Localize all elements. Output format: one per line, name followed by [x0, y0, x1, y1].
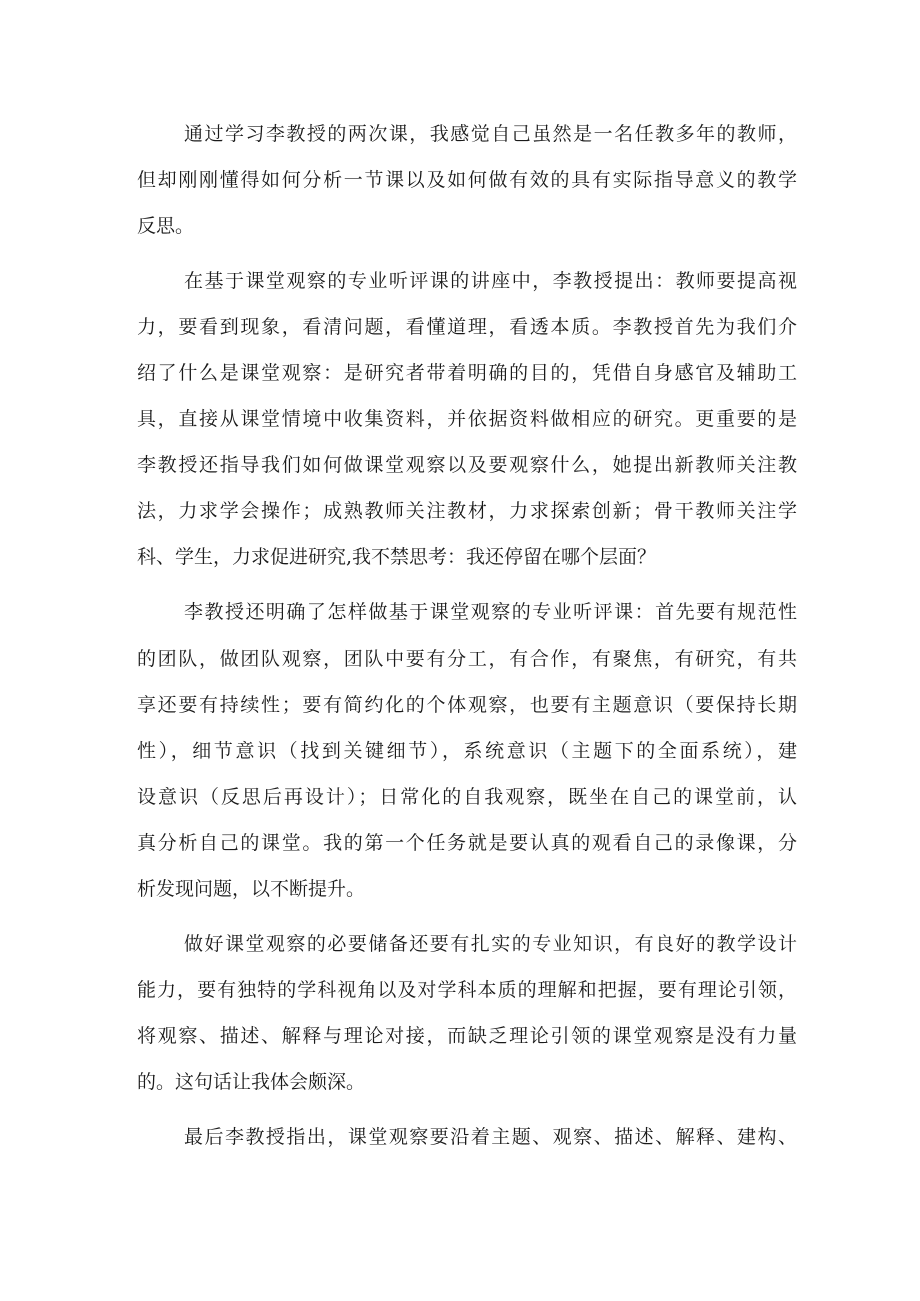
paragraph-3-line-6: 真分析自己的课堂。我的第一个任务就是要认真的观看自己的录像课，分	[137, 832, 797, 854]
paragraph-2-line-4: 具，直接从课堂情境中收集资料，并依据资料做相应的研究。更重要的是	[137, 408, 797, 430]
paragraph-1-line-3: 反思。	[137, 215, 195, 237]
paragraph-4-line-1: 做好课堂观察的必要储备还要有扎实的专业知识，有良好的教学设计	[184, 933, 797, 955]
paragraph-2-line-7: 科、学生，力求促进研究,我不禁思考：我还停留在哪个层面？	[137, 546, 657, 568]
paragraph-5-line-1: 最后李教授指出，课堂观察要沿着主题、观察、描述、解释、建构、	[184, 1126, 797, 1148]
paragraph-4-line-2: 能力，要有独特的学科视角以及对学科本质的理解和把握，要有理论引领，	[137, 979, 797, 1001]
paragraph-3-line-4: 性），细节意识（找到关键细节），系统意识（主题下的全面系统），建	[137, 740, 797, 762]
paragraph-2-line-1: 在基于课堂观察的专业听评课的讲座中，李教授提出：教师要提高视	[184, 270, 797, 292]
paragraph-4-line-4: 的。这句话让我体会颇深。	[137, 1071, 366, 1093]
paragraph-1-line-1: 通过学习李教授的两次课，我感觉自己虽然是一名任教多年的教师，	[184, 123, 797, 145]
paragraph-2-line-3: 绍了什么是课堂观察：是研究者带着明确的目的，凭借自身感官及辅助工	[137, 362, 797, 384]
paragraph-3-line-1: 李教授还明确了怎样做基于课堂观察的专业听评课：首先要有规范性	[184, 601, 797, 623]
paragraph-1-line-2: 但却刚刚懂得如何分析一节课以及如何做有效的具有实际指导意义的教学	[137, 169, 797, 191]
paragraph-3-line-7: 析发现问题，以不断提升。	[137, 878, 366, 900]
paragraph-4-line-3: 将观察、描述、解释与理论对接，而缺乏理论引领的课堂观察是没有力量	[137, 1025, 797, 1047]
paragraph-2-line-6: 法，力求学会操作；成熟教师关注教材，力求探索创新；骨干教师关注学	[137, 500, 797, 522]
paragraph-3-line-5: 设意识（反思后再设计）；日常化的自我观察，既坐在自己的课堂前，认	[137, 786, 797, 808]
paragraph-2-line-5: 李教授还指导我们如何做课堂观察以及要观察什么，她提出新教师关注教	[137, 454, 797, 476]
paragraph-2-line-2: 力，要看到现象，看清问题，看懂道理，看透本质。李教授首先为我们介	[137, 316, 797, 338]
paragraph-3-line-2: 的团队，做团队观察，团队中要有分工，有合作，有聚焦，有研究，有共	[137, 648, 797, 670]
paragraph-3-line-3: 享还要有持续性；要有简约化的个体观察，也要有主题意识（要保持长期	[137, 694, 797, 716]
